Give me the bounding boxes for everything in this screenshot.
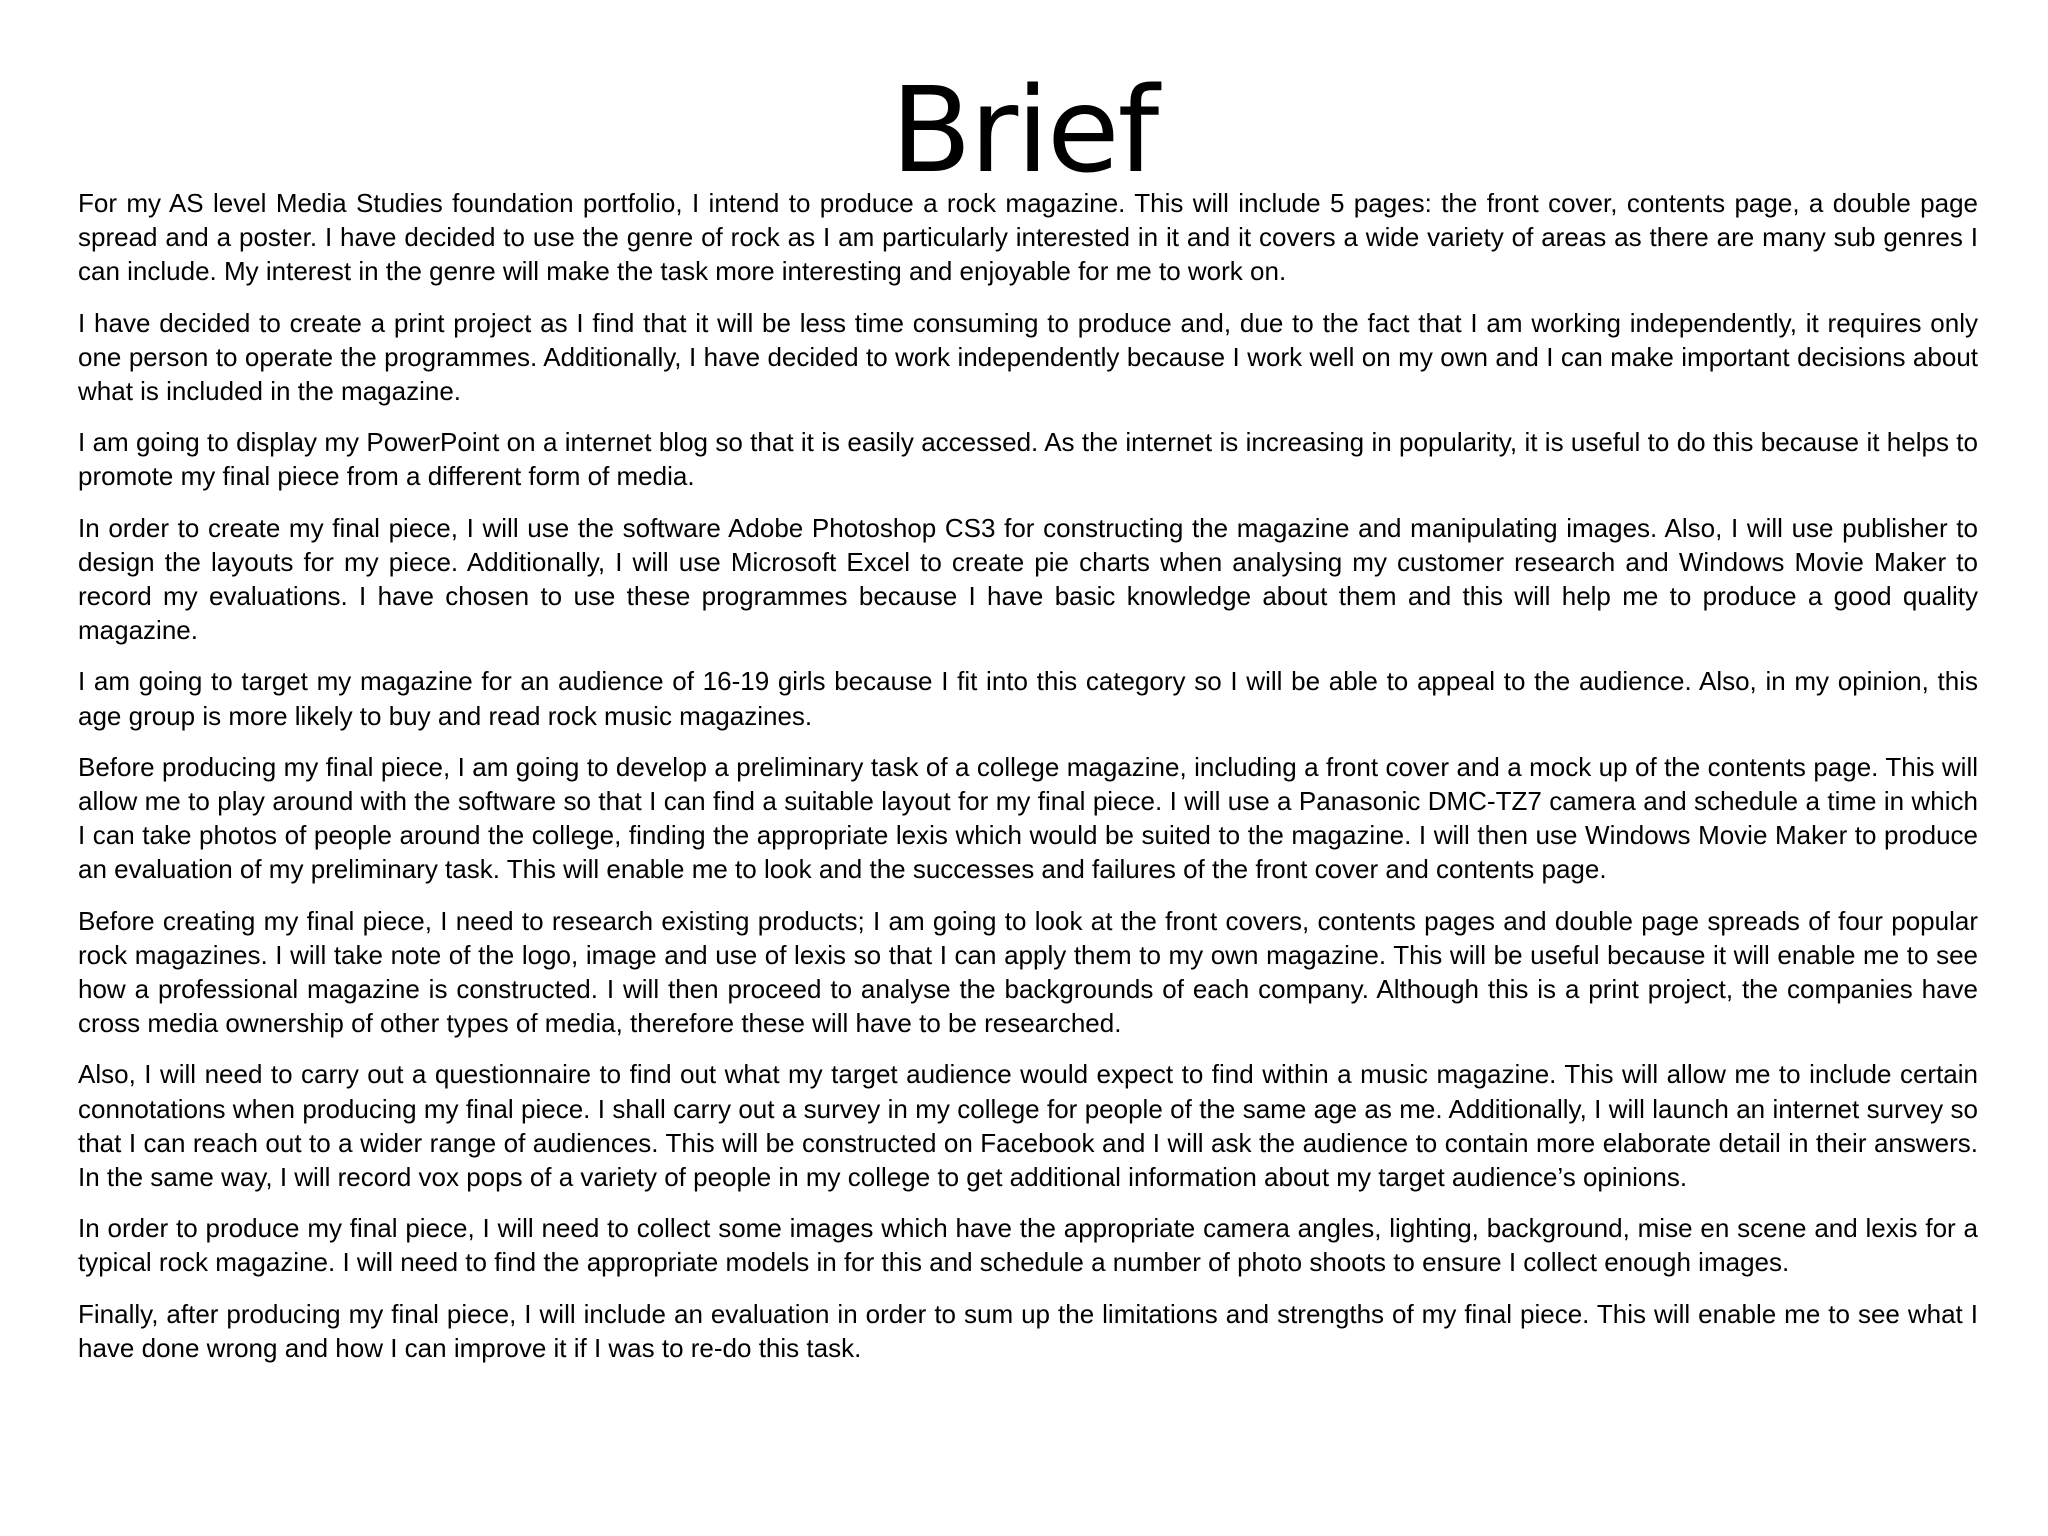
paragraph-print-project: I have decided to create a print project as I find that it will be less time consuming to produce and, due to the fact that I am working independently, it requires only one person to operate the programmes. Additionally, I have decided to work independently because I work well on my own and I can make important decisions about what is included in the magazine. [78,307,1978,407]
paragraph-blog: I am going to display my PowerPoint on a internet blog so that it is easily accessed. As the internet is increasing in popularity, it is useful to do this because it helps to promote my final piece from a different form of media. [78,427,1978,492]
paragraph-target-audience: I am going to target my magazine for an audience of 16-19 girls because I fit into this category so I will be able to appeal to the audience. Also, in my opinion, this age group is more likely to buy and read rock music magazines. [78,666,1978,731]
paragraph-intro: For my AS level Media Studies foundation portfolio, I intend to produce a rock magazine. This will include 5 pages: the front cover, contents page, a double page spread and a poster. I have decided to use the genre of rock as I am particularly interested in it and it covers a wide variety of areas as there are many sub genres I can include. My interest in the genre will make the task more interesting and enjoyable for me to work on. [78,188,1978,287]
paragraph-preliminary-task: Before producing my final piece, I am going to develop a preliminary task of a college magazine, including a front cover and a mock up of the contents page. This will allow me to play around with the software so that I can find a suitable layout for my final piece. I will use a Panasonic DMC-TZ7 camera and schedule a time in which I can take photos of people around the college, finding the appropriate lexis which would be suited to the magazine. I will then use Windows Movie Maker to produce an evaluation of my preliminary task. This will enable me to look and the successes and failures of the front cover and contents page. [78,751,1978,885]
paragraph-research: Before creating my final piece, I need to research existing products; I am going to look at the front covers, contents pages and double page spreads of four popular rock magazines. I will take note of the logo, image and use of lexis so that I can apply them to my own magazine. This will be useful because it will enable me to see how a professional magazine is constructed. I will then proceed to analyse the backgrounds of each company. Although this is a print project, the companies have cross media ownership of other types of media, therefore these will have to be researched. [78,905,1978,1039]
paragraph-software: In order to create my final piece, I will use the software Adobe Photoshop CS3 for constructing the magazine and manipulating images. Also, I will use publisher to design the layouts for my piece. Additionally, I will use Microsoft Excel to create pie charts when analysing my customer research and Windows Movie Maker to record my evaluations. I have chosen to use these programmes because I have basic knowledge about them and this will help me to produce a good quality magazine. [78,512,1978,646]
document-body [78,186,1978,1382]
paragraph-images: In order to produce my final piece, I will need to collect some images which have the appropriate camera angles, lighting, background, mise en scene and lexis for a typical rock magazine. I will need to find the appropriate models in for this and schedule a number of photo shoots to ensure I collect enough images. [78,1213,1978,1278]
paragraph-questionnaire: Also, I will need to carry out a questionnaire to find out what my target audience would expect to find within a music magazine. This will allow me to include certain connotations when producing my final piece. I shall carry out a survey in my college for people of the same age as me. Additionally, I will launch an internet survey so that I can reach out to a wider range of audiences. This will be constructed on Facebook and I will ask the audience to contain more elaborate detail in their answers. In the same way, I will record vox pops of a variety of people in my college to get additional information about my target audience’s opinions. [78,1059,1978,1193]
document-title: Brief [890,61,1158,199]
paragraph-evaluation: Finally, after producing my final piece, I will include an evaluation in order to sum up the limitations and strengths of my final piece. This will enable me to see what I have done wrong and how I can improve it if I was to re-do this task. [78,1298,1978,1363]
